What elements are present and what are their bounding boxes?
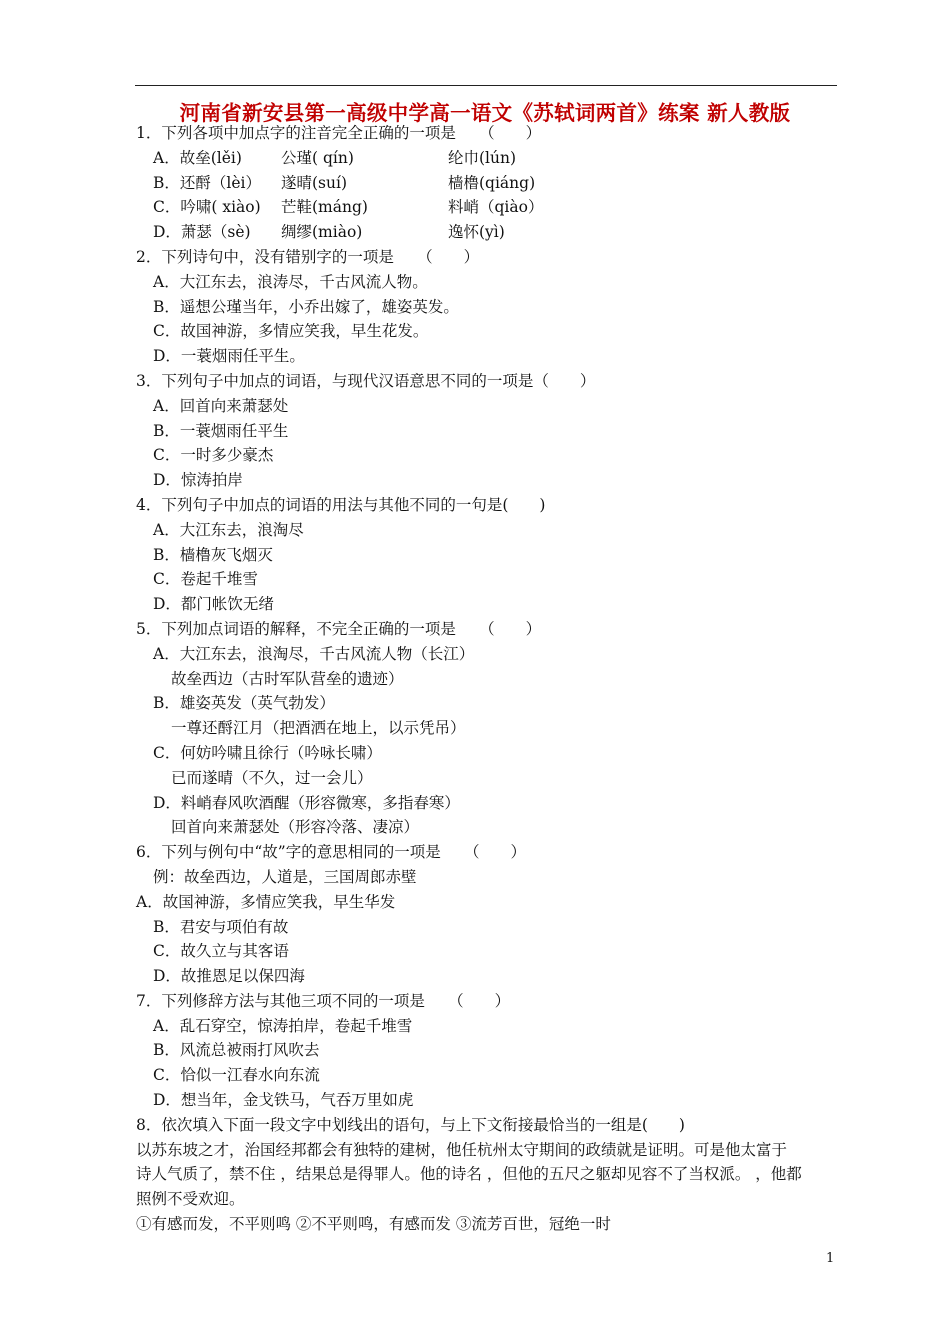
question-5-option-a: A．大江东去，浪淘尽，千古风流人物（长江）	[153, 644, 475, 663]
question-1-option-c	[136, 195, 836, 220]
question-5-option-c-cont: 已而遂晴（不久，过一会儿）	[171, 768, 373, 787]
question-2-option-d: D．一蓑烟雨任平生。	[153, 347, 305, 366]
question-6-stem: 6．下列与例句中“故”字的意思相同的一项是 （ ）	[136, 843, 526, 862]
question-3-option-c: C．一时多少豪杰	[153, 446, 274, 465]
question-8-choices: ①有感而发，不平则鸣 ②不平则鸣，有感而发 ③流芳百世，冠绝一时	[136, 1215, 611, 1234]
question-6-option-c: C．故久立与其客语	[153, 942, 289, 961]
question-5-option-a-cont: 故垒西边（古时军队营垒的遗迹）	[171, 669, 404, 688]
question-3-option-d: D．惊涛拍岸	[153, 471, 243, 490]
page-number: 1	[826, 1251, 835, 1266]
question-7-stem: 7．下列修辞方法与其他三项不同的一项是 （ ）	[136, 991, 511, 1010]
option-cell: 芒鞋(máng)	[281, 198, 368, 217]
question-6-option-a: A．故国神游，多情应笑我，早生华发	[136, 892, 396, 911]
question-3-stem: 3．下列句子中加点的词语，与现代汉语意思不同的一项是（ ）	[136, 371, 596, 390]
option-cell: 料峭（qiào）	[448, 198, 544, 217]
question-5-option-b-cont: 一尊还酹江月（把酒洒在地上，以示凭吊）	[171, 719, 466, 738]
question-3-option-b: B．一蓑烟雨任平生	[153, 421, 289, 440]
option-cell: 公瑾( qín)	[281, 148, 354, 167]
question-4-option-c: C．卷起千堆雪	[153, 570, 258, 589]
option-cell: 樯橹(qiáng)	[448, 173, 536, 192]
exercise-content	[136, 121, 836, 1237]
option-cell: 逸怀(yì)	[448, 223, 505, 242]
question-6-example: 例：故垒西边，人道是，三国周郎赤壁	[153, 867, 417, 886]
question-2-option-b: B．遥想公瑾当年，小乔出嫁了，雄姿英发。	[153, 297, 459, 316]
question-4-stem: 4．下列句子中加点的词语的用法与其他不同的一句是( )	[136, 495, 546, 514]
question-5-stem: 5．下列加点词语的解释，不完全正确的一项是 （ ）	[136, 619, 542, 638]
question-7-option-b: B．风流总被雨打风吹去	[153, 1041, 320, 1060]
question-2-option-c: C．故国神游，多情应笑我，早生花发。	[153, 322, 429, 341]
question-7-option-d: D．想当年，金戈铁马，气吞万里如虎	[153, 1091, 414, 1110]
question-5-option-d-cont: 回首向来萧瑟处（形容冷落、凄凉）	[171, 818, 420, 837]
question-5-option-b: B．雄姿英发（英气勃发）	[153, 694, 335, 713]
question-4-option-a: A．大江东去，浪淘尽	[153, 520, 304, 539]
question-3-option-a: A．回首向来萧瑟处	[153, 396, 289, 415]
option-cell: 纶巾(lún)	[448, 148, 517, 167]
question-2-option-a: A．大江东去，浪涛尽，千古风流人物。	[153, 272, 428, 291]
option-cell: B．还酹（lèi）	[153, 173, 261, 192]
question-1-option-a	[136, 146, 836, 171]
question-8-passage-line: 以苏东坡之才，治国经邦都会有独特的建树，他任杭州太守期间的政绩就是证明。可是他太富于	[136, 1140, 788, 1159]
question-8-passage-line: 诗人气质了，禁不住 ，结果总是得罪人。他的诗名 ，但他的五尺之躯却见容不了当权派。 ，他都	[136, 1165, 802, 1184]
header-rule	[135, 85, 837, 86]
question-6-option-d: D．故推恩足以保四海	[153, 967, 305, 986]
question-4-option-d: D．都门帐饮无绪	[153, 595, 274, 614]
option-cell: 绸缪(miào)	[281, 223, 363, 242]
question-7-option-c: C．恰似一江春水向东流	[153, 1066, 320, 1085]
question-1-option-d	[136, 220, 836, 245]
question-4-option-b: B．樯橹灰飞烟灭	[153, 545, 273, 564]
page-title: 河南省新安县第一高级中学高一语文《苏轼词两首》练案 新人教版	[179, 101, 791, 125]
option-cell: 遂晴(suí)	[281, 173, 347, 192]
question-1-stem: 1．下列各项中加点字的注音完全正确的一项是 （ ）	[136, 124, 542, 142]
question-8-passage-line: 照例不受欢迎。	[136, 1190, 245, 1209]
question-2-stem: 2．下列诗句中，没有错别字的一项是 （ ）	[136, 247, 480, 266]
question-5-option-c: C．何妨吟啸且徐行（吟咏长啸）	[153, 743, 382, 762]
question-8-stem: 8．依次填入下面一段文字中划线出的语句，与上下文衔接最恰当的一组是( )	[136, 1115, 685, 1134]
option-cell: C．吟啸( xiào)	[153, 198, 261, 217]
question-5-option-d: D．料峭春风吹酒醒（形容微寒，多指春寒）	[153, 793, 460, 812]
option-cell: A．故垒(lěi)	[153, 148, 242, 167]
question-6-option-b: B．君安与项伯有故	[153, 917, 289, 936]
question-7-option-a: A．乱石穿空，惊涛拍岸，卷起千堆雪	[153, 1016, 413, 1035]
option-cell: D．萧瑟（sè)	[153, 223, 251, 242]
question-1-option-b	[136, 171, 836, 196]
